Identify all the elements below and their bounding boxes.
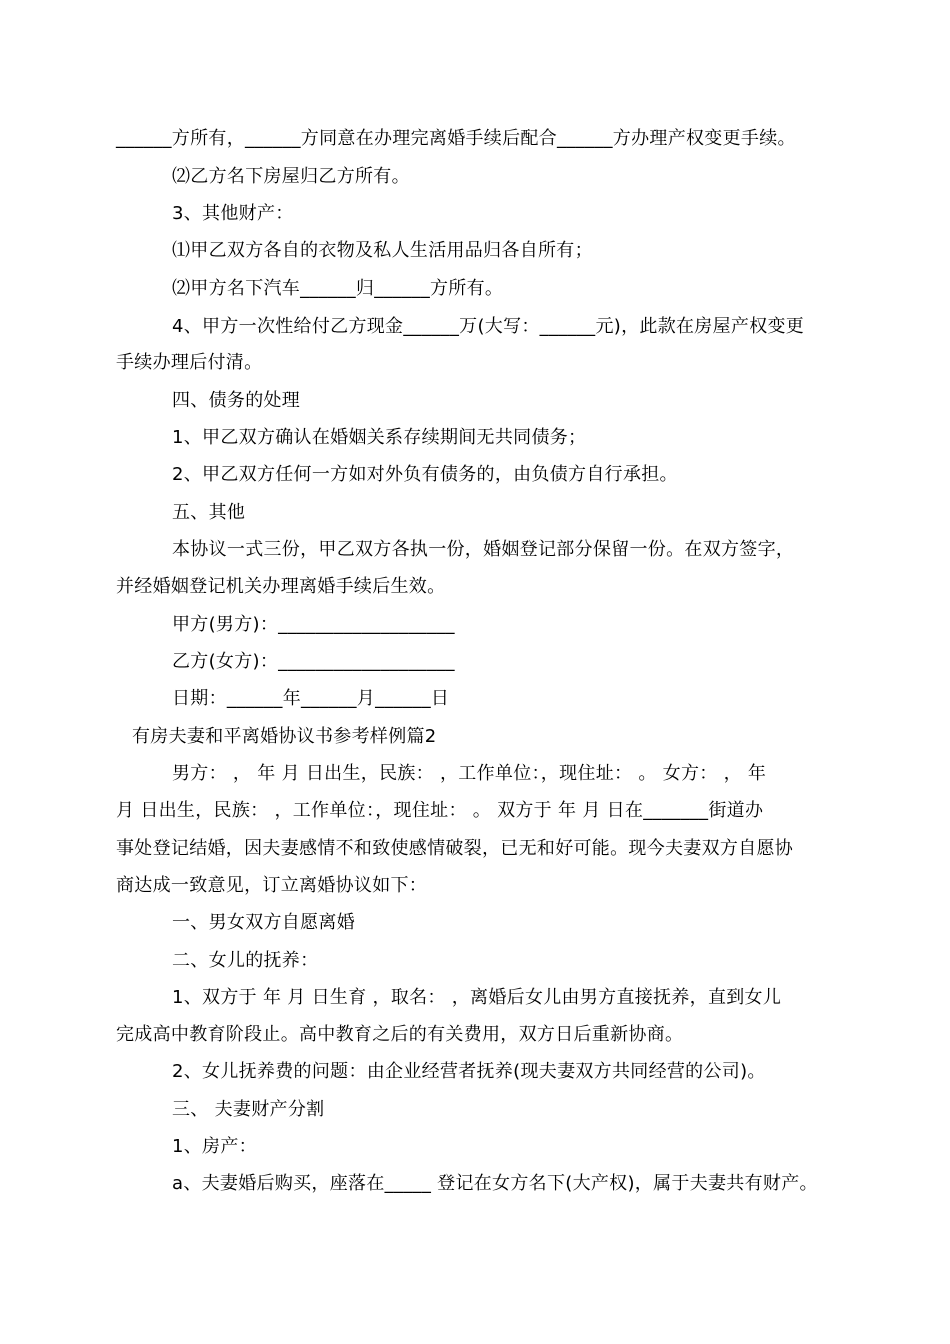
signature-line-party-b: 乙方(女方)：___________________ [172, 651, 455, 672]
section-heading: 五、其他 [172, 502, 246, 523]
text-line: 4、甲方一次性给付乙方现金______万(大写：______元)，此款在房屋产权变更 [172, 316, 805, 337]
section-heading: 二、女儿的抚养： [172, 950, 319, 971]
text-line: 完成高中教育阶段止。高中教育之后的有关费用，双方日后重新协商。 [116, 1024, 684, 1045]
text-line: 1、甲乙双方确认在婚姻关系存续期间无共同债务； [172, 427, 587, 448]
text-line: 月 日出生，民族： ，工作单位：，现住址： 。 双方于 年 月 日在_______街道办 [116, 800, 764, 821]
text-line: ⑵甲方名下汽车______归______方所有。 [172, 278, 504, 299]
text-line: 男方： ， 年 月 日出生，民族： ，工作单位：，现住址： 。 女方： ， 年 [172, 763, 767, 784]
text-line: a、夫妻婚后购买，座落在_____ 登记在女方名下(大产权)，属于夫妻共有财产。 [172, 1173, 818, 1194]
text-line: 2、女儿抚养费的问题：由企业经营者抚养(现夫妻双方共同经营的公司)。 [172, 1061, 766, 1082]
signature-line-party-a: 甲方(男方)：___________________ [172, 614, 455, 635]
text-line: ⑴甲乙双方各自的衣物及私人生活用品归各自所有； [172, 240, 593, 261]
section-heading: 三、 夫妻财产分割 [172, 1099, 325, 1120]
article-title: 有房夫妻和平离婚协议书参考样例篇2 [132, 726, 437, 747]
text-line: ⑵乙方名下房屋归乙方所有。 [172, 166, 410, 187]
text-line: 2、甲乙双方任何一方如对外负有债务的，由负债方自行承担。 [172, 464, 678, 485]
text-line: ______方所有，______方同意在办理完离婚手续后配合______方办理产权变更手续。 [116, 128, 796, 149]
text-line: 本协议一式三份，甲乙双方各执一份，婚姻登记部分保留一份。在双方签字， [172, 539, 795, 560]
text-line: 并经婚姻登记机关办理离婚手续后生效。 [116, 576, 446, 597]
section-heading: 四、债务的处理 [172, 390, 301, 411]
text-line: 商达成一致意见，订立离婚协议如下： [116, 875, 428, 896]
text-line: 1、双方于 年 月 日生育 ，取名： ，离婚后女儿由男方直接抚养，直到女儿 [172, 987, 782, 1008]
text-line: 1、房产： [172, 1136, 257, 1157]
text-line: 3、其他财产： [172, 203, 294, 224]
section-heading: 一、男女双方自愿离婚 [172, 912, 355, 933]
text-line: 手续办理后付清。 [116, 352, 263, 373]
text-line: 事处登记结婚，因夫妻感情不和致使感情破裂，已无和好可能。现今夫妻双方自愿协 [116, 838, 794, 859]
date-line: 日期：______年______月______日 [172, 688, 450, 709]
